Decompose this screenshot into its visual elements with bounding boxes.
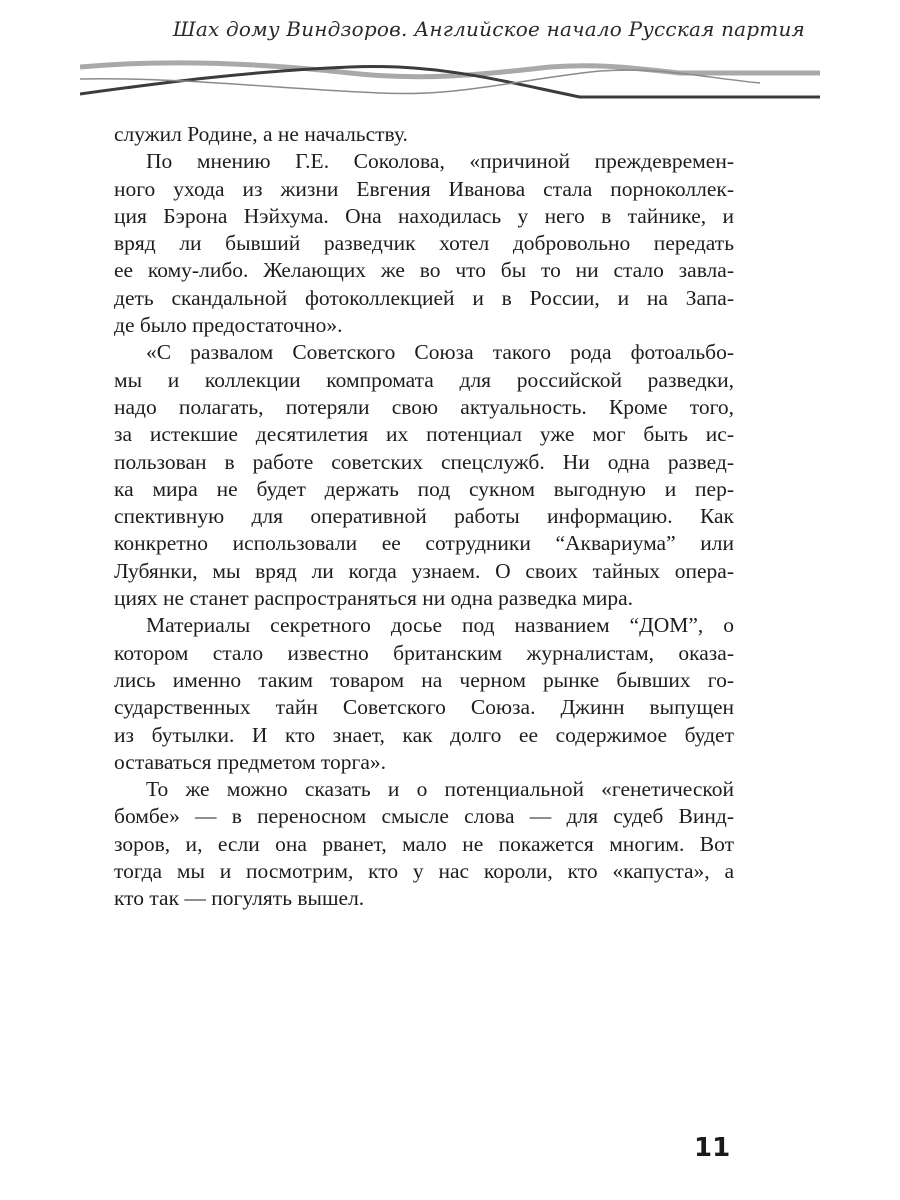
running-title: Шах дому Виндзоров. Английское начало Русская партия <box>172 17 805 41</box>
header-wave-ornament <box>80 53 820 107</box>
text-line: пользован в работе советских спецслужб. Ни одна развед- <box>114 449 734 474</box>
body-text <box>114 121 734 913</box>
text-line: По мнению Г.Е. Соколова, «причиной преждевремен- <box>146 149 734 174</box>
text-line: из бутылки. И кто знает, как долго ее содержимое будет <box>114 722 734 747</box>
text-line: циях не станет распространяться ни одна разведка мира. <box>114 586 633 611</box>
text-line: вряд ли бывший разведчик хотел добровольно передать <box>114 231 734 256</box>
text-line: Лубянки, мы вряд ли когда узнаем. О своих тайных опера- <box>114 558 734 583</box>
text-line: Материалы секретного досье под названием “ДОМ”, о <box>146 613 734 638</box>
text-line: мы и коллекции компромата для российской разведки, <box>114 367 734 392</box>
text-line: лись именно таким товаром на черном рынке бывших го- <box>114 667 734 692</box>
text-line: кто так — погулять вышел. <box>114 886 365 911</box>
text-line: спективную для оперативной работы информацию. Как <box>114 504 734 529</box>
text-line: «С развалом Советского Союза такого рода фотоальбо- <box>146 340 734 365</box>
text-line: тогда мы и посмотрим, кто у нас короли, кто «капуста», а <box>114 859 734 884</box>
text-line: надо полагать, потеряли свою актуальность. Кроме того, <box>114 394 734 419</box>
text-line: бомбе» — в переносном смысле слова — для судеб Винд- <box>114 804 734 829</box>
text-line: сударственных тайн Советского Союза. Джинн выпущен <box>114 695 734 720</box>
text-line: конкретно использовали ее сотрудники “Аквариума” или <box>114 531 734 556</box>
text-line: ее кому-либо. Желающих же во что бы то ни стало завла- <box>114 258 734 283</box>
text-line: де было предостаточно». <box>114 313 343 338</box>
text-line: служил Родине, а не начальству. <box>114 122 408 146</box>
text-line: деть скандальной фотоколлекцией и в России, и на Запа- <box>114 285 734 310</box>
text-line: зоров, и, если она рванет, мало не покажется многим. Вот <box>114 831 734 856</box>
text-line: за истекшие десятилетия их потенциал уже мог быть ис- <box>114 422 734 447</box>
text-line: оставаться предметом торга». <box>114 749 387 774</box>
page-number: 11 <box>694 1133 731 1163</box>
text-line: То же можно сказать и о потенциальной «генетической <box>146 777 734 802</box>
running-header <box>80 17 820 107</box>
text-line: котором стало известно британским журналистам, оказа- <box>114 640 734 665</box>
text-line: ка мира не будет держать под сукном выгодную и пер- <box>114 476 734 501</box>
text-line: ция Бэрона Нэйхума. Она находилась у него в тайнике, и <box>114 203 734 228</box>
text-line: ного ухода из жизни Евгения Иванова стала порноколлек- <box>114 176 734 201</box>
